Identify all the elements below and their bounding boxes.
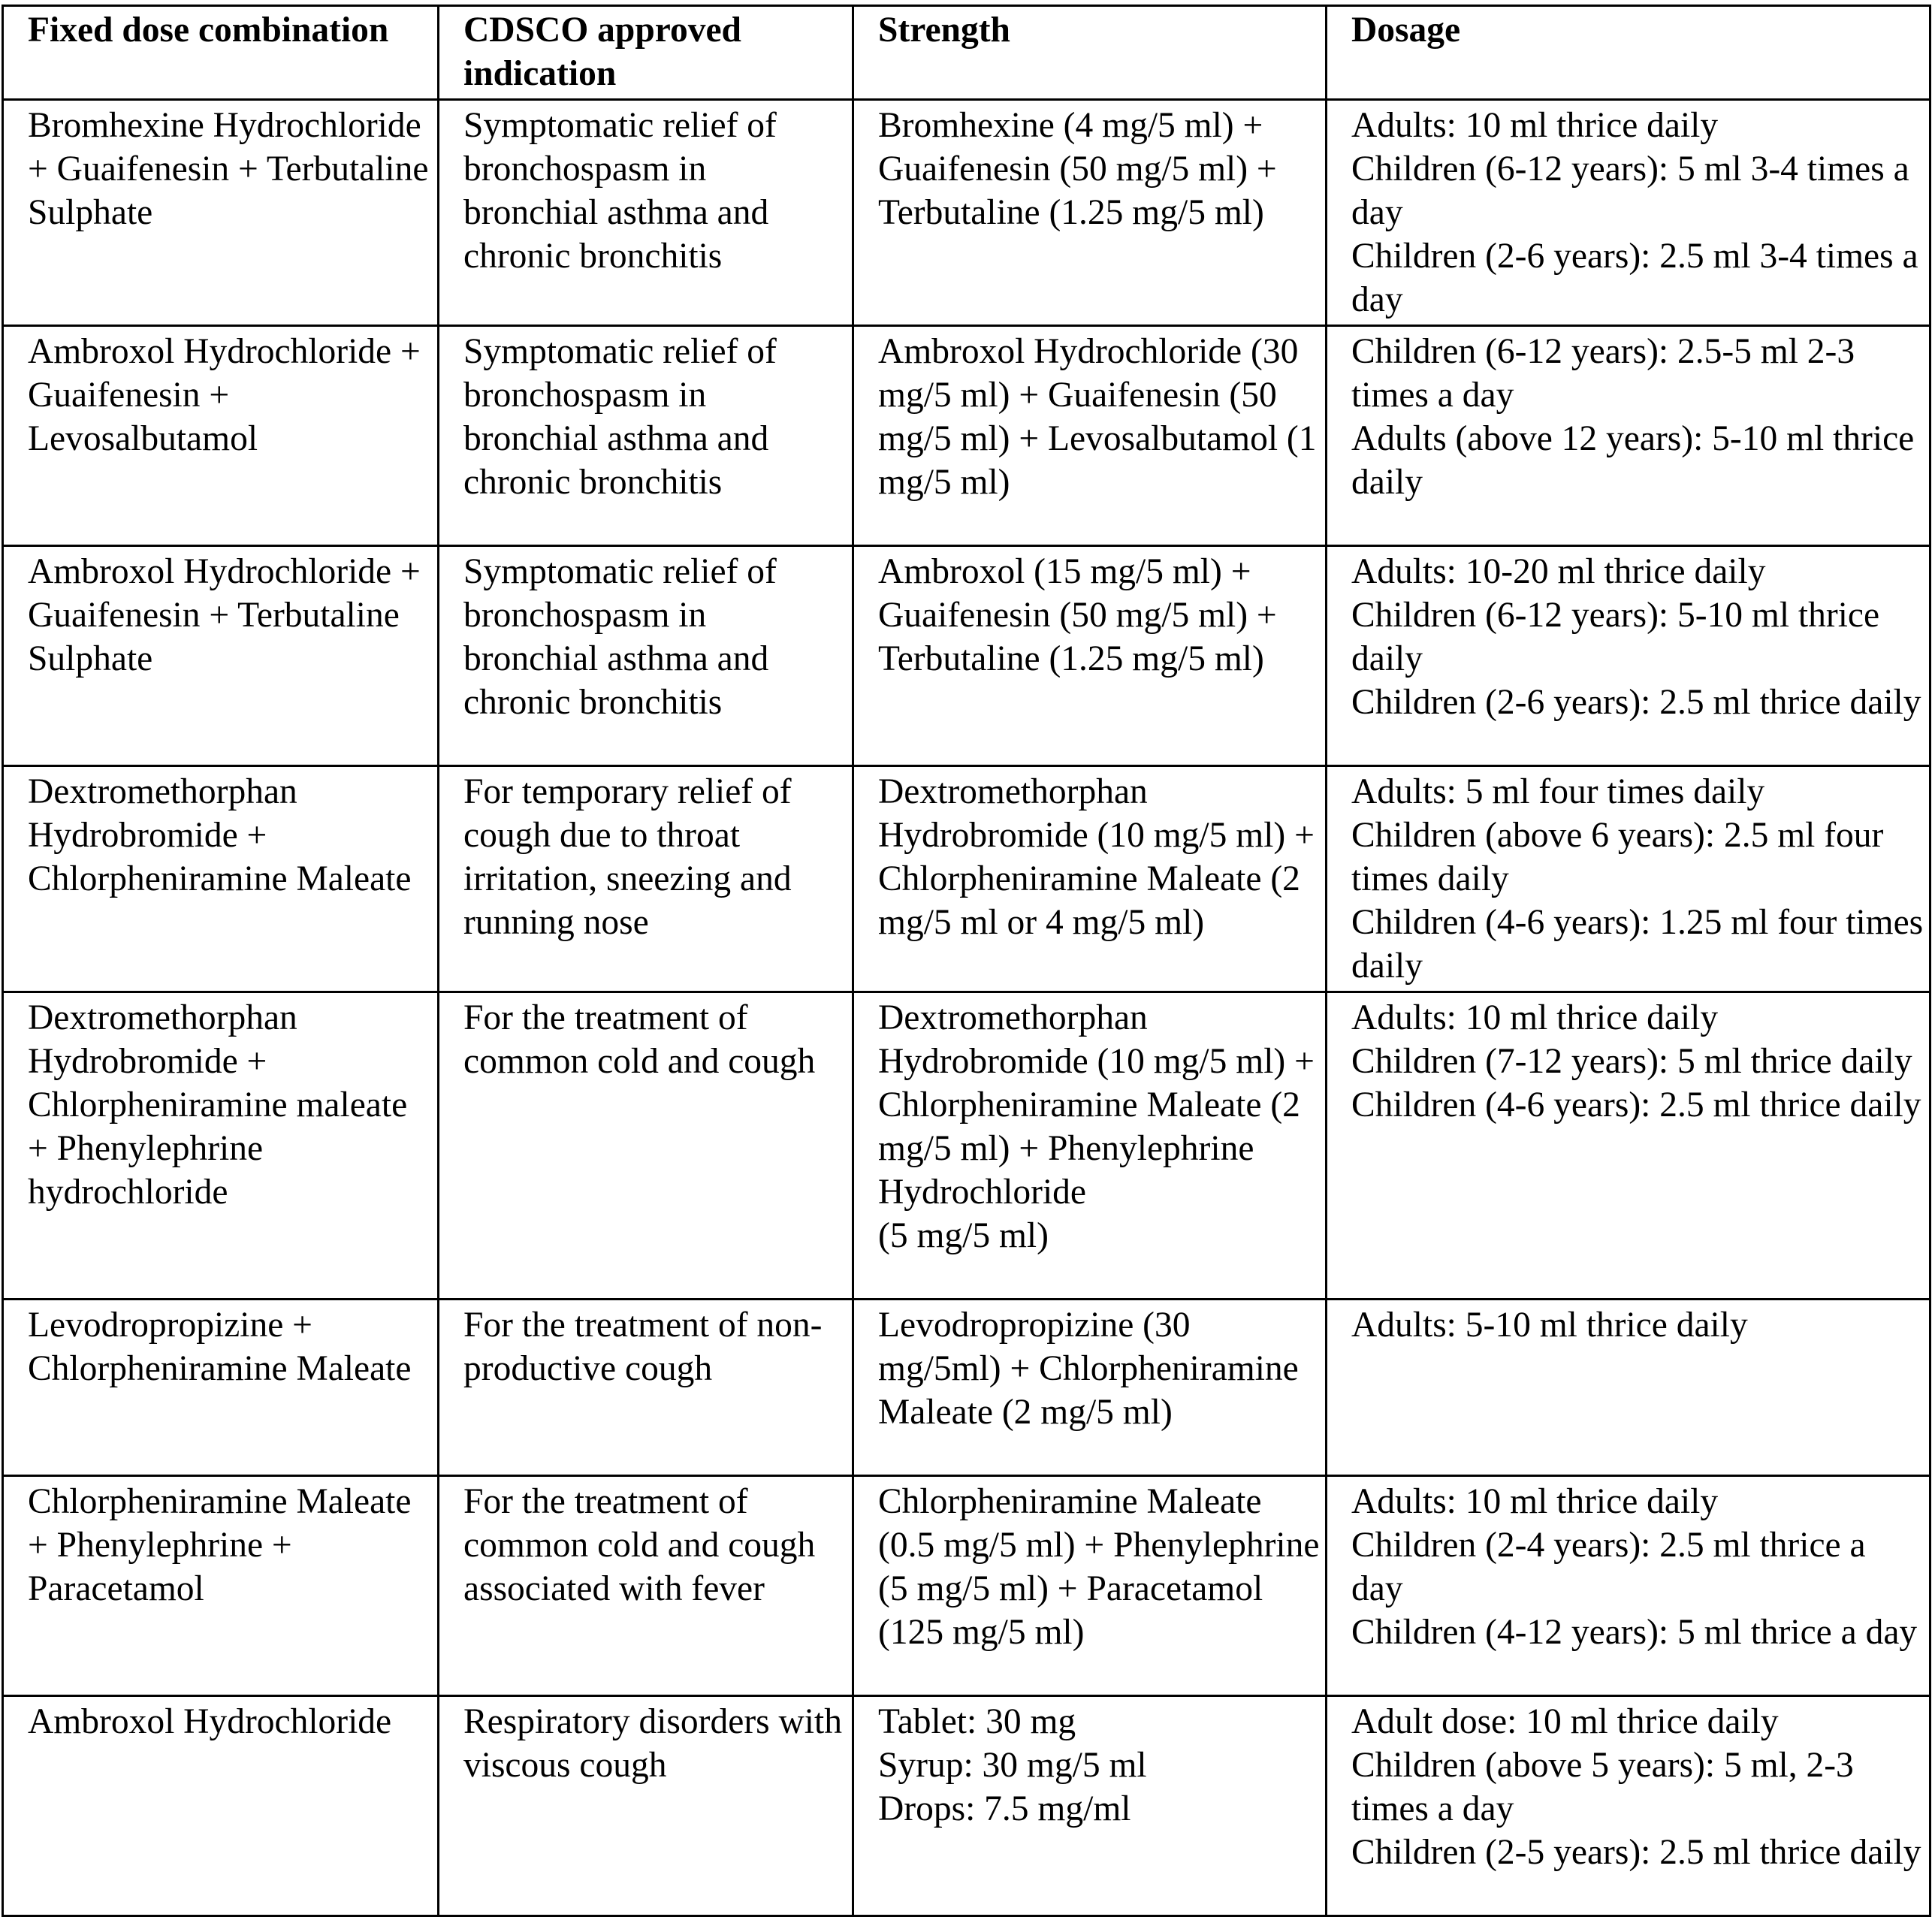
cell-dosage: Adults: 10 ml thrice daily Children (2-4 years): 2.5 ml thrice a day Children (4-12 years): 5 ml thrice a day (1327, 1476, 1930, 1696)
cell-dosage: Adults: 5 ml four times daily Children (above 6 years): 2.5 ml four times daily Children (4-6 years): 1.25 ml four times daily (1327, 766, 1930, 992)
header-cdsco-approved-indication: CDSCO approved indication (439, 6, 853, 100)
table-row (3, 326, 1930, 546)
cell-indication: Symptomatic relief of bronchospasm in bronchial asthma and chronic bronchitis (439, 546, 853, 766)
header-strength: Strength (853, 6, 1327, 100)
header-dosage: Dosage (1327, 6, 1930, 100)
cell-dosage: Adults: 5-10 ml thrice daily (1327, 1300, 1930, 1476)
table-row (3, 100, 1930, 326)
cell-dosage: Adults: 10-20 ml thrice daily Children (6-12 years): 5-10 ml thrice daily Children (2-6 years): 2.5 ml thrice daily (1327, 546, 1930, 766)
table-row (3, 1476, 1930, 1696)
table-row (3, 1300, 1930, 1476)
cell-strength: Dextromethorphan Hydrobromide (10 mg/5 ml) + Chlorpheniramine Maleate (2 mg/5 ml) + Phenylephrine Hydrochloride (5 mg/5 ml) (853, 992, 1327, 1300)
cell-dosage: Children (6-12 years): 2.5-5 ml 2-3 times a day Adults (above 12 years): 5-10 ml thrice daily (1327, 326, 1930, 546)
cell-indication: For the treatment of common cold and cough (439, 992, 853, 1300)
header-fixed-dose-combination: Fixed dose combination (3, 6, 439, 100)
table-header-row (3, 6, 1930, 100)
cell-strength: Levodropropizine (30 mg/5ml) + Chlorpheniramine Maleate (2 mg/5 ml) (853, 1300, 1327, 1476)
cell-strength: Bromhexine (4 mg/5 ml) + Guaifenesin (50 mg/5 ml) + Terbutaline (1.25 mg/5 ml) (853, 100, 1327, 326)
cell-strength: Ambroxol (15 mg/5 ml) + Guaifenesin (50 mg/5 ml) + Terbutaline (1.25 mg/5 ml) (853, 546, 1327, 766)
cell-combination: Chlorpheniramine Maleate + Phenylephrine + Paracetamol (3, 1476, 439, 1696)
cell-strength: Tablet: 30 mg Syrup: 30 mg/5 ml Drops: 7.5 mg/ml (853, 1696, 1327, 1916)
cell-combination: Ambroxol Hydrochloride + Guaifenesin + Terbutaline Sulphate (3, 546, 439, 766)
cell-indication: Symptomatic relief of bronchospasm in bronchial asthma and chronic bronchitis (439, 326, 853, 546)
cell-dosage: Adults: 10 ml thrice daily Children (6-12 years): 5 ml 3-4 times a day Children (2-6 years): 2.5 ml 3-4 times a day (1327, 100, 1930, 326)
table-row (3, 546, 1930, 766)
fdc-dosage-table (2, 5, 1931, 1917)
cell-combination: Dextromethorphan Hydrobromide + Chlorpheniramine Maleate (3, 766, 439, 992)
cell-indication: Symptomatic relief of bronchospasm in bronchial asthma and chronic bronchitis (439, 100, 853, 326)
cell-indication: Respiratory disorders with viscous cough (439, 1696, 853, 1916)
cell-combination: Ambroxol Hydrochloride (3, 1696, 439, 1916)
cell-combination: Levodropropizine + Chlorpheniramine Maleate (3, 1300, 439, 1476)
cell-strength: Ambroxol Hydrochloride (30 mg/5 ml) + Guaifenesin (50 mg/5 ml) + Levosalbutamol (1 mg/5 ml) (853, 326, 1327, 546)
table-row (3, 992, 1930, 1300)
cell-dosage: Adult dose: 10 ml thrice daily Children (above 5 years): 5 ml, 2-3 times a day Children (2-5 years): 2.5 ml thrice daily (1327, 1696, 1930, 1916)
cell-dosage: Adults: 10 ml thrice daily Children (7-12 years): 5 ml thrice daily Children (4-6 years): 2.5 ml thrice daily (1327, 992, 1930, 1300)
cell-strength: Chlorpheniramine Maleate (0.5 mg/5 ml) + Phenylephrine (5 mg/5 ml) + Paracetamol (125 mg/5 ml) (853, 1476, 1327, 1696)
cell-combination: Bromhexine Hydrochloride + Guaifenesin + Terbutaline Sulphate (3, 100, 439, 326)
cell-combination: Ambroxol Hydrochloride + Guaifenesin + Levosalbutamol (3, 326, 439, 546)
cell-indication: For temporary relief of cough due to throat irritation, sneezing and running nose (439, 766, 853, 992)
table-row (3, 766, 1930, 992)
table-row (3, 1696, 1930, 1916)
cell-indication: For the treatment of common cold and cough associated with fever (439, 1476, 853, 1696)
cell-indication: For the treatment of non-productive cough (439, 1300, 853, 1476)
cell-combination: Dextromethorphan Hydrobromide + Chlorpheniramine maleate + Phenylephrine hydrochloride (3, 992, 439, 1300)
cell-strength: Dextromethorphan Hydrobromide (10 mg/5 ml) + Chlorpheniramine Maleate (2 mg/5 ml or 4 mg/5 ml) (853, 766, 1327, 992)
